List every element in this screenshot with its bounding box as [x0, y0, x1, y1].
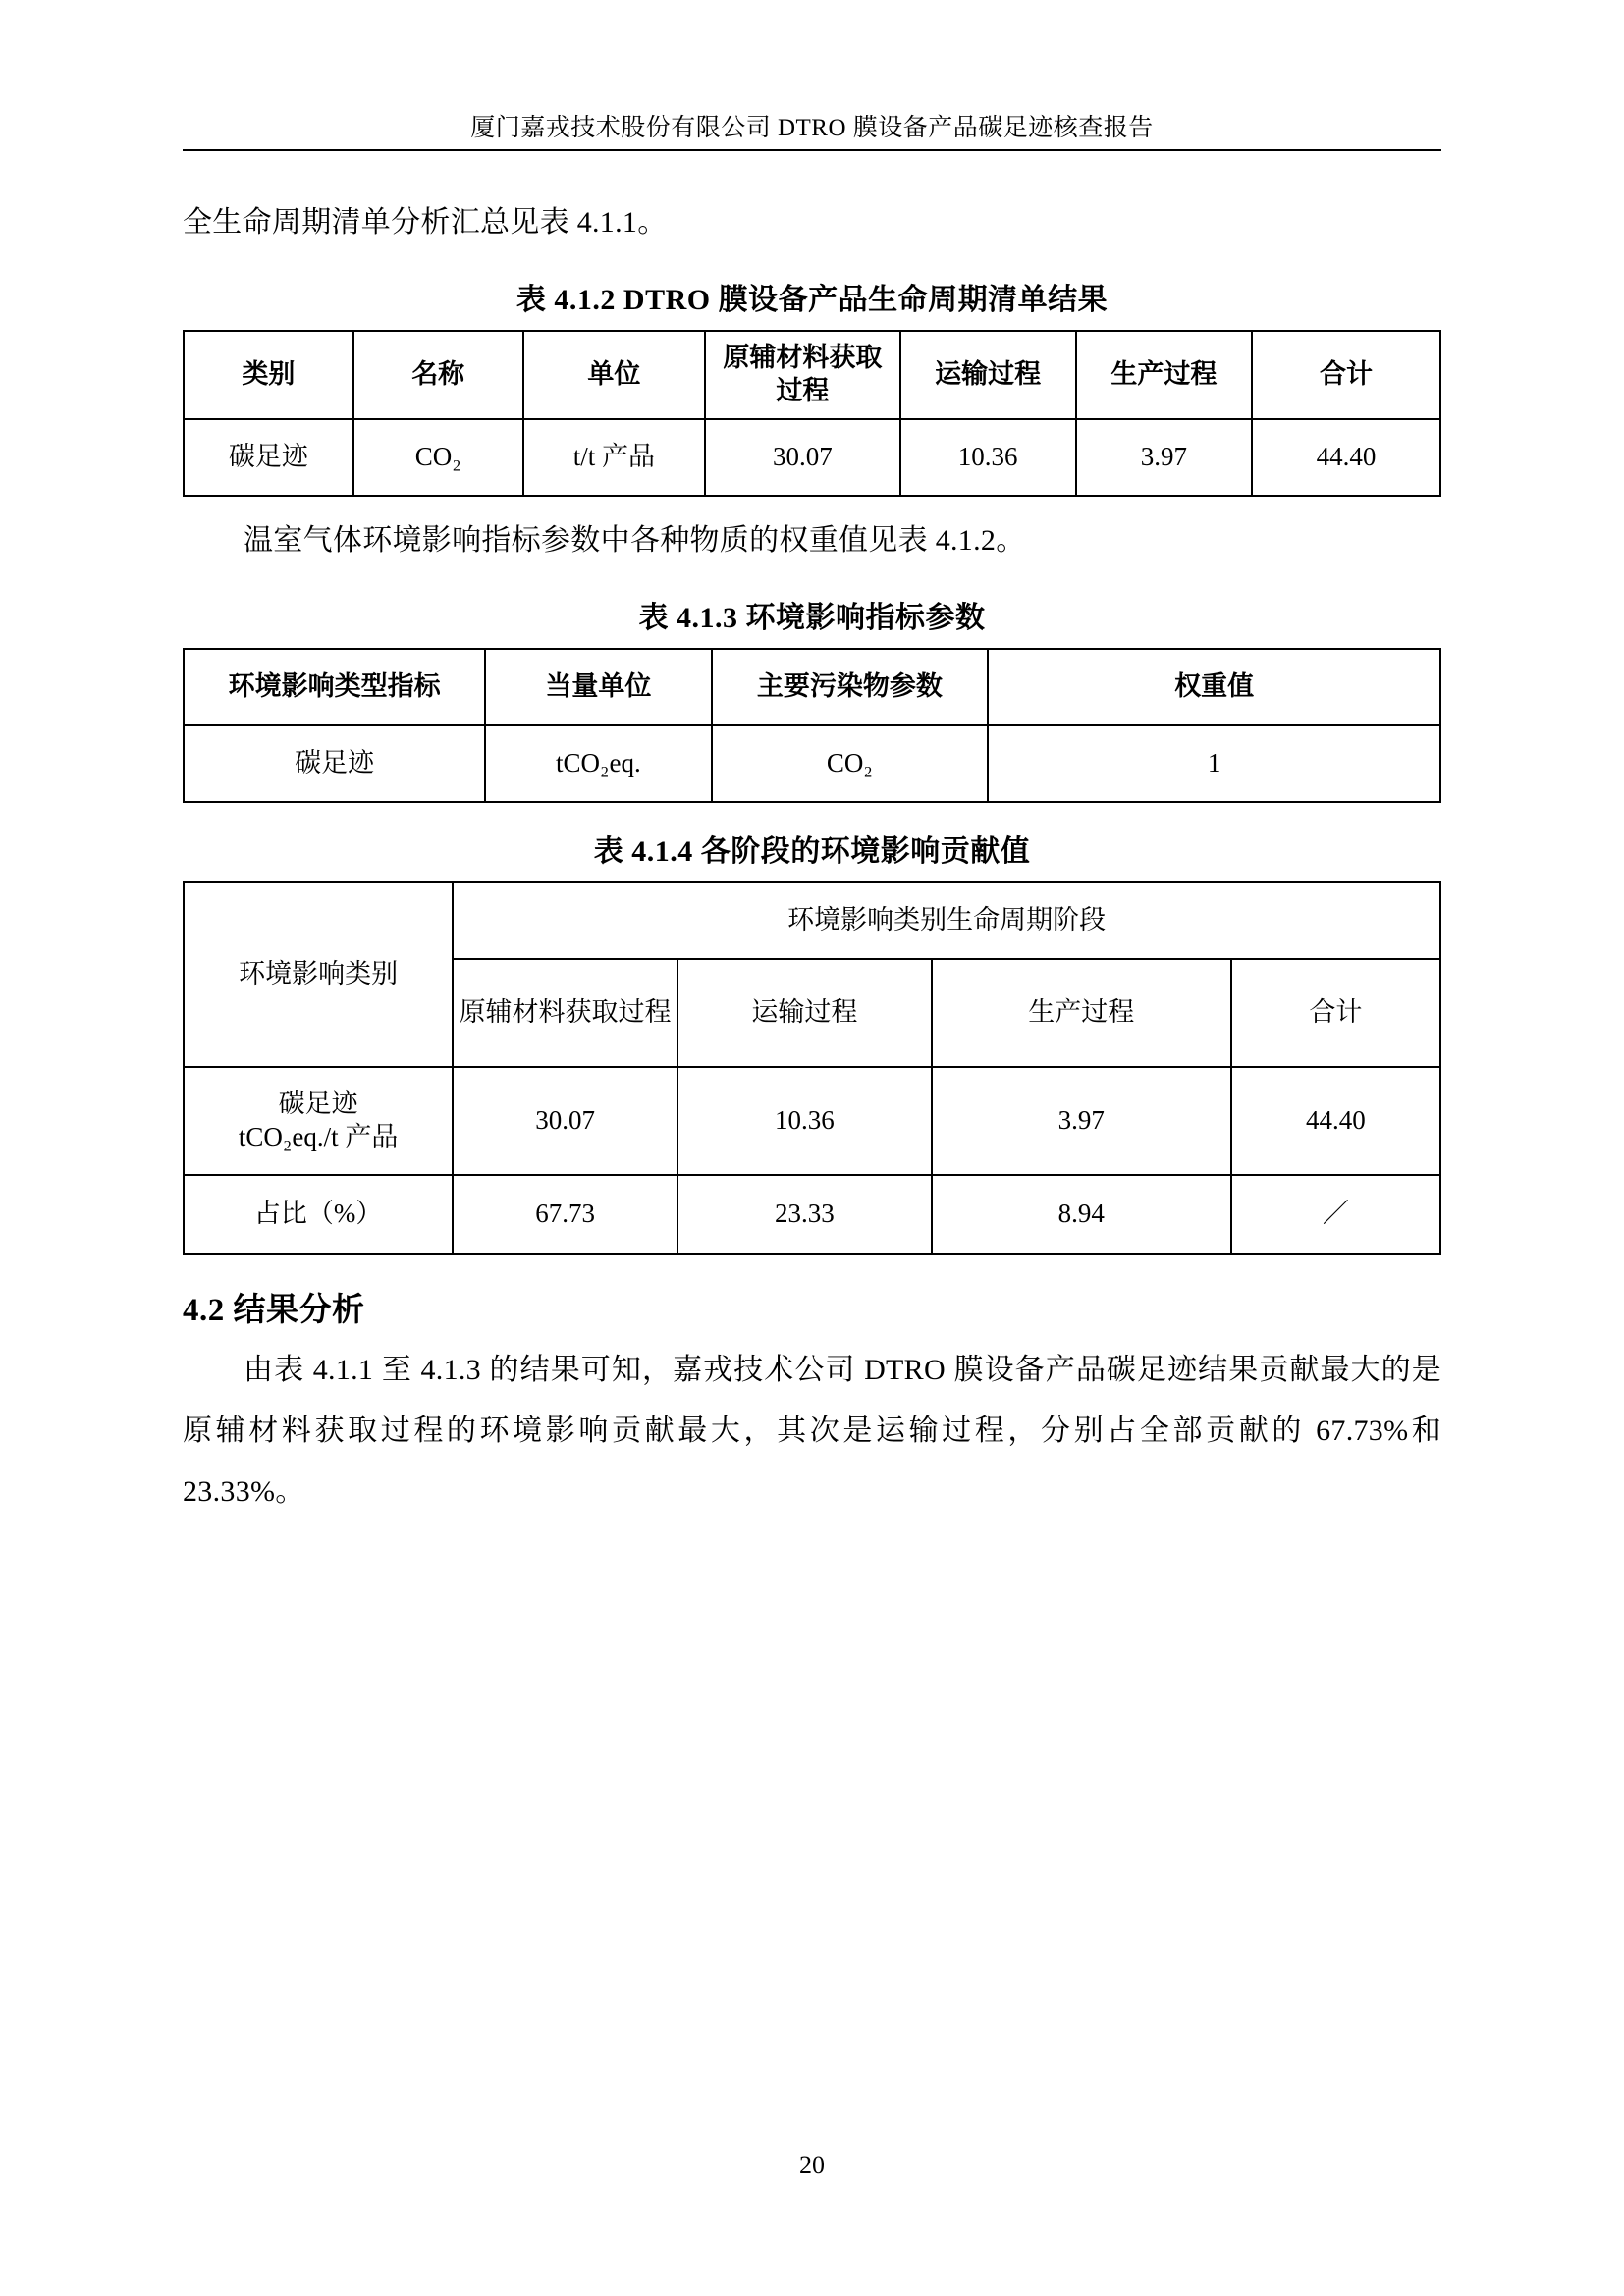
table-header-row — [184, 649, 1440, 725]
cell-materials-percent: 67.73 — [453, 1175, 677, 1254]
cell-transport-percent: 23.33 — [677, 1175, 932, 1254]
table-414 — [183, 881, 1441, 1255]
col-header-transport: 运输过程 — [900, 331, 1076, 419]
col-header-impact-type: 环境影响类型指标 — [184, 649, 485, 725]
cell-transport: 10.36 — [900, 419, 1076, 496]
col-header-total: 合计 — [1231, 959, 1440, 1067]
col-header-total: 合计 — [1252, 331, 1440, 419]
col-header-weight: 权重值 — [988, 649, 1440, 725]
table-row — [184, 1175, 1440, 1254]
table-row — [184, 725, 1440, 802]
col-header-transport: 运输过程 — [677, 959, 932, 1067]
table-header-row-group — [184, 882, 1440, 959]
col-header-pollutant: 主要污染物参数 — [712, 649, 989, 725]
cell-production: 3.97 — [1076, 419, 1252, 496]
row-label-carbon-footprint — [184, 1067, 453, 1175]
col-header-equivalent-unit: 当量单位 — [485, 649, 711, 725]
section-42-paragraph: 由表 4.1.1 至 4.1.3 的结果可知，嘉戎技术公司 DTRO 膜设备产品碳足迹结果贡献最大的是原辅材料获取过程的环境影响贡献最大，其次是运输过程，分别占全部贡献的 67.73%和 23.33%。 — [183, 1353, 1441, 1508]
col-group-header-lifecycle: 环境影响类别生命周期阶段 — [453, 882, 1440, 959]
cell-production-percent: 8.94 — [932, 1175, 1231, 1254]
cell-total: 44.40 — [1252, 419, 1440, 496]
cell-transport: 10.36 — [677, 1067, 932, 1175]
cell-production: 3.97 — [932, 1067, 1231, 1175]
cell-category: 碳足迹 — [184, 419, 353, 496]
col-header-production: 生产过程 — [932, 959, 1231, 1067]
page-content — [183, 192, 1441, 1522]
cell-unit: t/t 产品 — [523, 419, 706, 496]
table-414-title: 表 4.1.4 各阶段的环境影响贡献值 — [593, 834, 1031, 868]
intro-paragraph: 全生命周期清单分析汇总见表 4.1.1。 — [183, 206, 668, 239]
table-413-title: 表 4.1.3 环境影响指标参数 — [638, 601, 986, 634]
section-heading-42: 4.2 结果分析 — [183, 1292, 365, 1328]
col-header-materials: 原辅材料获取过程 — [705, 331, 899, 419]
col-header-production: 生产过程 — [1076, 331, 1252, 419]
cell-materials: 30.07 — [705, 419, 899, 496]
cell-equivalent-unit: tCO₂eq. — [485, 725, 711, 802]
cell-total: 44.40 — [1231, 1067, 1440, 1175]
col-header-category: 类别 — [184, 331, 353, 419]
cell-impact-type: 碳足迹 — [184, 725, 485, 802]
col-header-impact-category: 环境影响类别 — [184, 882, 453, 1067]
table-row — [184, 419, 1440, 496]
page-number: 20 — [799, 2151, 825, 2179]
col-header-materials: 原辅材料获取过程 — [453, 959, 677, 1067]
table-row — [184, 1067, 1440, 1175]
table-header-row — [184, 331, 1440, 419]
cell-materials: 30.07 — [453, 1067, 677, 1175]
row-label-line2: tCO₂eq./t 产品 — [238, 1121, 399, 1151]
header-divider — [183, 149, 1441, 151]
table-413 — [183, 648, 1441, 803]
cell-name: CO₂ — [353, 419, 523, 496]
paragraph-after-table-412: 温室气体环境影响指标参数中各种物质的权重值见表 4.1.2。 — [244, 523, 1026, 557]
table-412 — [183, 330, 1441, 497]
col-header-name: 名称 — [353, 331, 523, 419]
cell-total-percent: ／ — [1231, 1175, 1440, 1254]
row-label-line1: 碳足迹 — [278, 1088, 358, 1118]
cell-weight: 1 — [988, 725, 1440, 802]
col-header-unit: 单位 — [523, 331, 706, 419]
cell-pollutant: CO₂ — [712, 725, 989, 802]
page-header: 厦门嘉戎技术股份有限公司 DTRO 膜设备产品碳足迹核查报告 — [470, 115, 1154, 141]
table-412-title: 表 4.1.2 DTRO 膜设备产品生命周期清单结果 — [515, 284, 1109, 316]
row-label-percentage: 占比（%） — [184, 1175, 453, 1254]
